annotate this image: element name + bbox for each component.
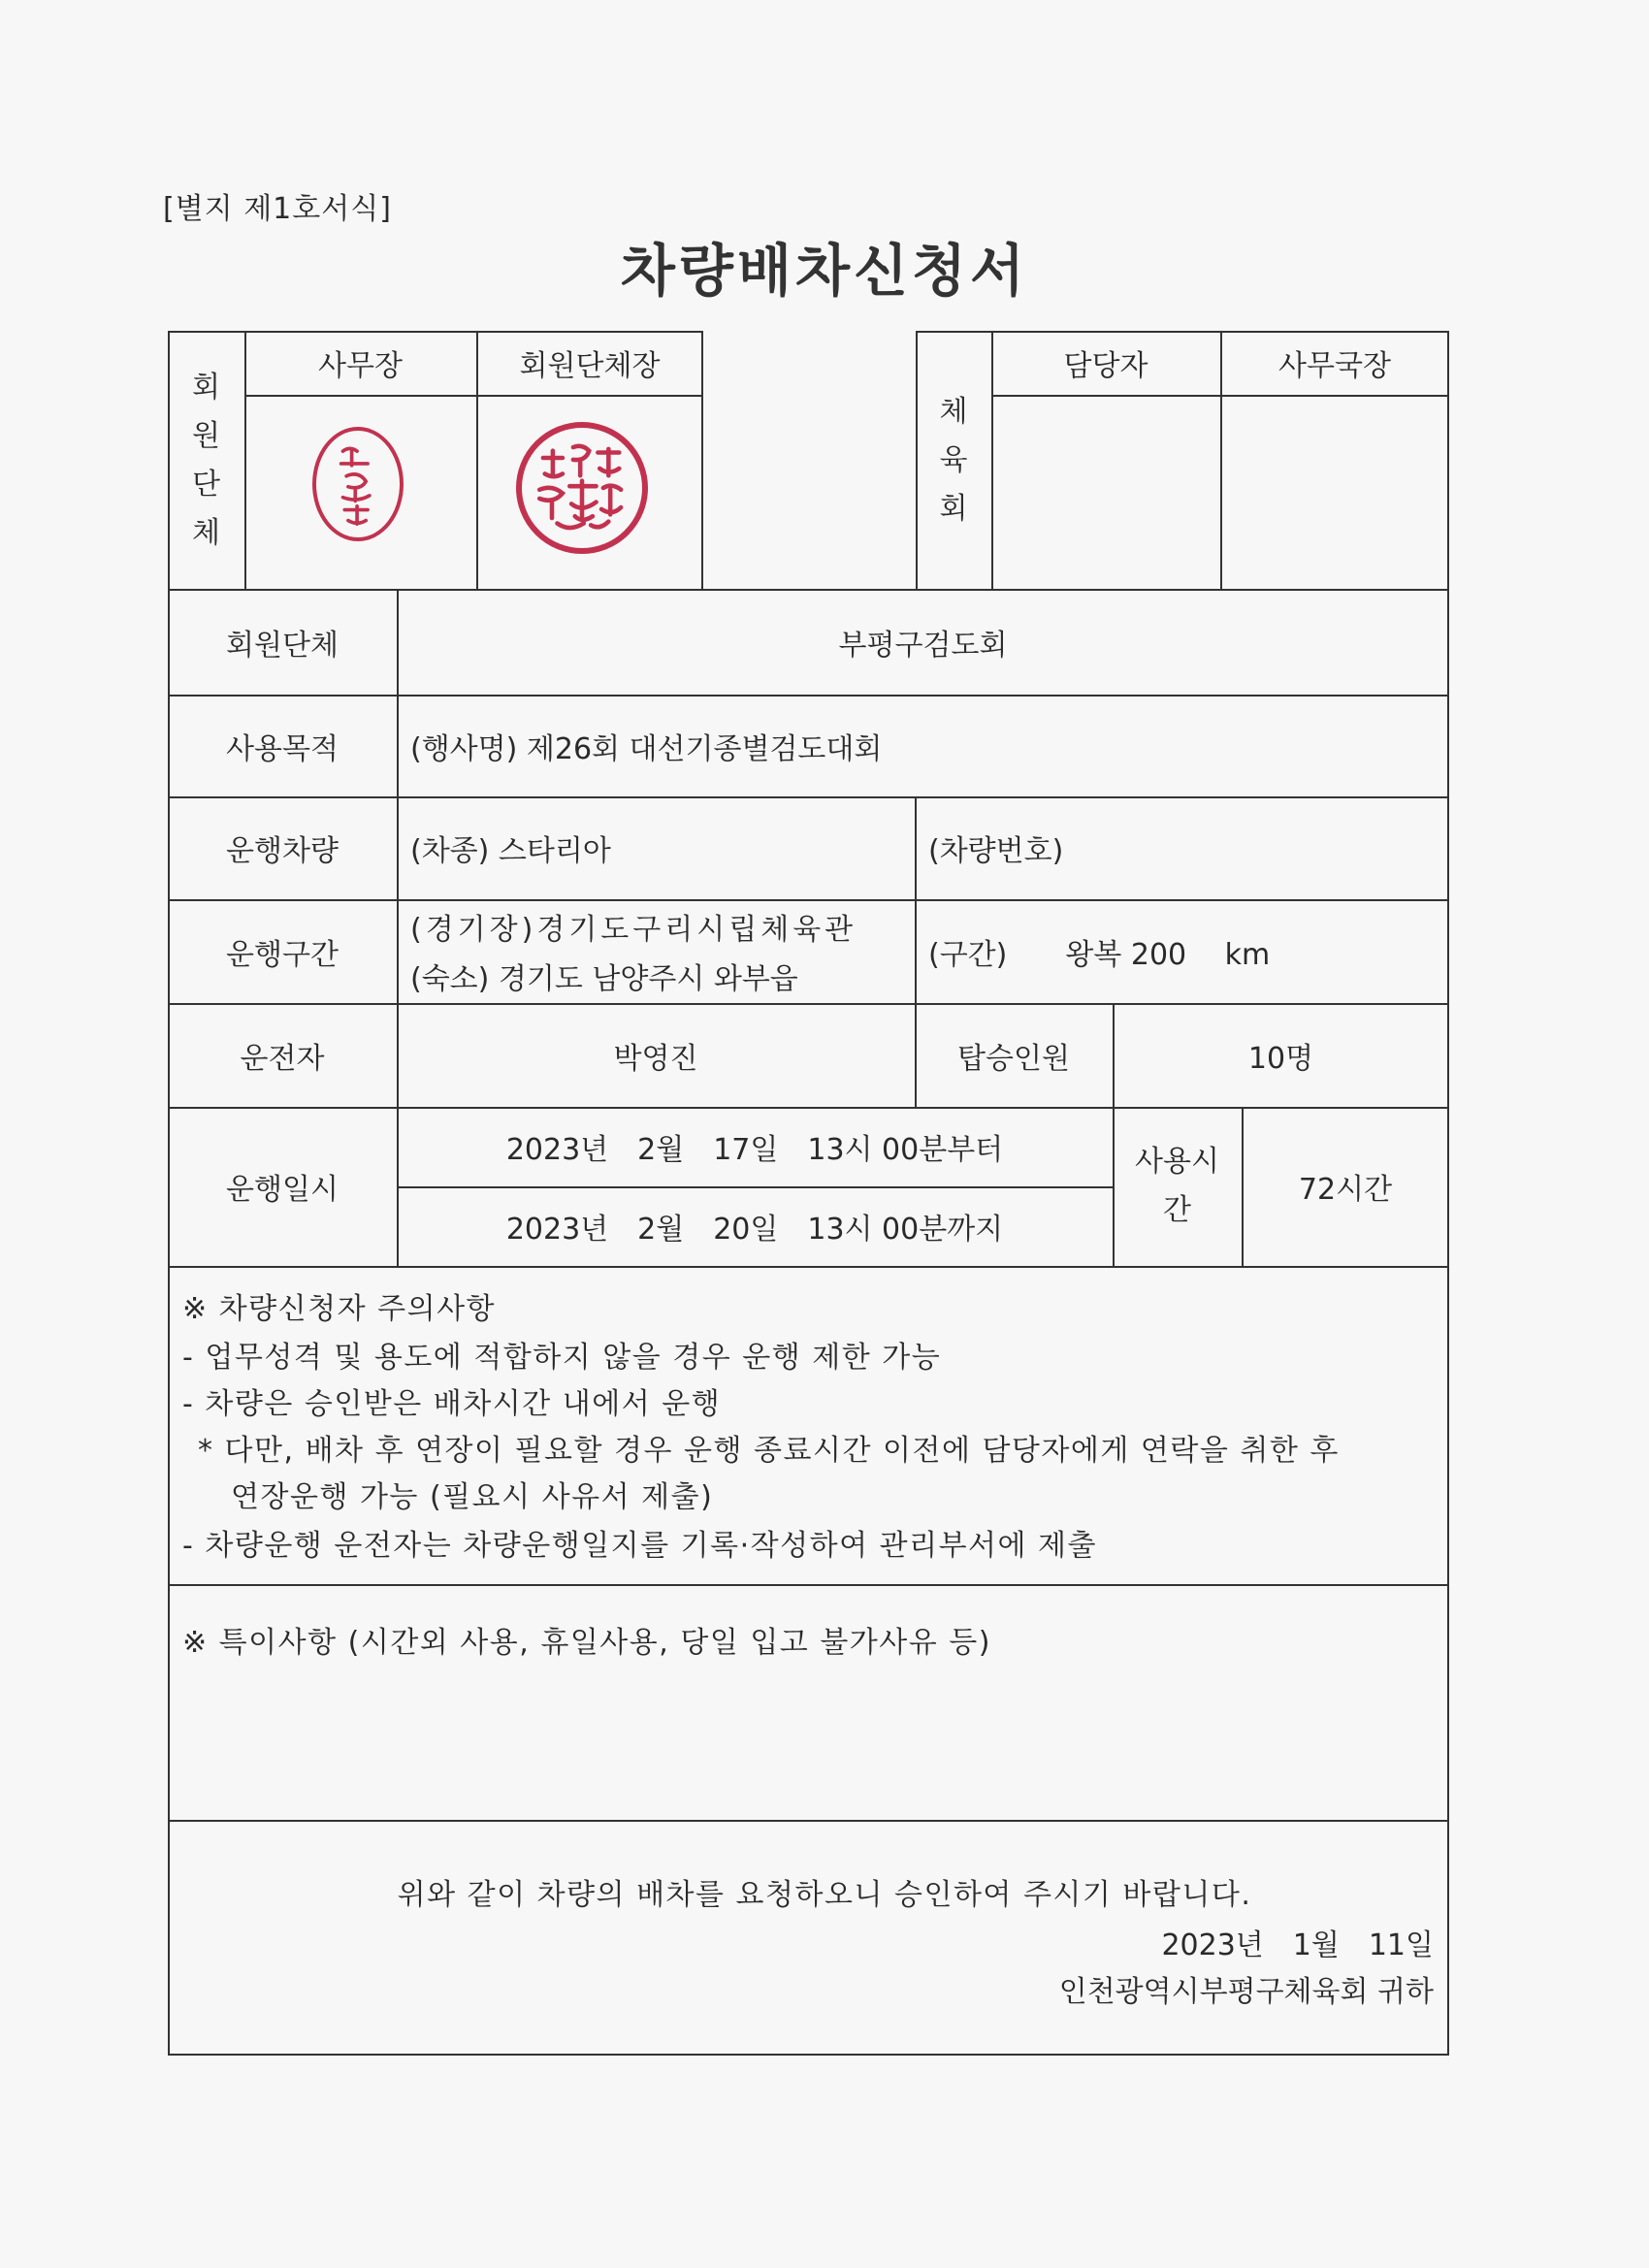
route-venue[interactable]: (경기장)경기도구리시립체육관 — [410, 913, 857, 947]
datetime-to[interactable]: 2023년 2월 20일 13시 00분까지 — [505, 1213, 1004, 1247]
recipient: 인천광역시부평구체육회 귀하 — [1058, 1975, 1434, 2009]
purpose-value[interactable]: (행사명) 제26회 대선기종별검도대회 — [410, 731, 883, 766]
notice-line: * 다만, 배차 후 연장이 필요할 경우 운행 종료시간 이전에 담당자에게 연락을 취한 후 — [198, 1434, 1340, 1468]
datetime-label: 운행일시 — [226, 1173, 339, 1207]
notice-line: 연장운행 가능 (필요시 사유서 제출) — [231, 1480, 714, 1514]
sports-council-vertical-label: 체 육 회 — [939, 395, 968, 526]
passengers-value[interactable]: 10명 — [1247, 1041, 1314, 1076]
request-statement: 위와 같이 차량의 배차를 요청하오니 승인하여 주시기 바랍니다. — [397, 1878, 1252, 1912]
staff-in-charge-header: 담당자 — [1063, 349, 1148, 383]
notice-line: - 업무성격 및 용도에 적합하지 않을 경우 운행 제한 가능 — [182, 1341, 942, 1375]
driver-label: 운전자 — [240, 1041, 325, 1076]
purpose-label: 사용목적 — [226, 731, 339, 766]
secretary-general-header: 사무국장 — [1278, 349, 1391, 383]
group-head-seal — [516, 422, 648, 554]
usage-time-label: 사용시간 — [1135, 1145, 1219, 1227]
document-title: 차량배차신청서 — [620, 238, 1029, 304]
vehicle-number[interactable]: (차량번호) — [928, 834, 1064, 868]
usage-time-value[interactable]: 72시간 — [1298, 1173, 1393, 1207]
request-date: 2023년 1월 11일 — [1161, 1928, 1434, 1962]
datetime-from[interactable]: 2023년 2월 17일 13시 00분부터 — [505, 1133, 1004, 1167]
passengers-label: 탑승인원 — [957, 1041, 1070, 1076]
member-group-value[interactable]: 부평구검도회 — [838, 628, 1008, 663]
member-group-label: 회원단체 — [226, 628, 339, 663]
member-group-vertical-label: 회 원 단 체 — [192, 371, 220, 550]
form-code: [별지 제1호서식] — [163, 192, 392, 226]
route-distance[interactable]: (구간) 왕복 200 km — [928, 937, 1271, 972]
staff-in-charge-sign-area[interactable] — [991, 395, 1220, 591]
notice-line: - 차량은 승인받은 배차시간 내에서 운행 — [182, 1387, 722, 1421]
vehicle-label: 운행차량 — [226, 834, 339, 868]
notice-heading: ※ 차량신청자 주의사항 — [182, 1292, 497, 1326]
special-notes-area[interactable] — [170, 1659, 1447, 1814]
vehicle-type[interactable]: (차종) 스타리아 — [410, 834, 611, 868]
route-lodging[interactable]: (숙소) 경기도 남양주시 와부읍 — [410, 962, 798, 996]
group-head-header: 회원단체장 — [519, 349, 661, 383]
secretary-general-sign-area[interactable] — [1220, 395, 1449, 591]
office-manager-seal — [312, 427, 404, 541]
route-label: 운행구간 — [226, 937, 339, 972]
office-manager-header: 사무장 — [318, 349, 403, 383]
notice-line: - 차량운행 운전자는 차량운행일지를 기록·작성하여 관리부서에 제출 — [182, 1529, 1098, 1563]
driver-value[interactable]: 박영진 — [613, 1041, 698, 1076]
special-notes-heading: ※ 특이사항 (시간외 사용, 휴일사용, 당일 입고 불가사유 등) — [182, 1626, 991, 1660]
